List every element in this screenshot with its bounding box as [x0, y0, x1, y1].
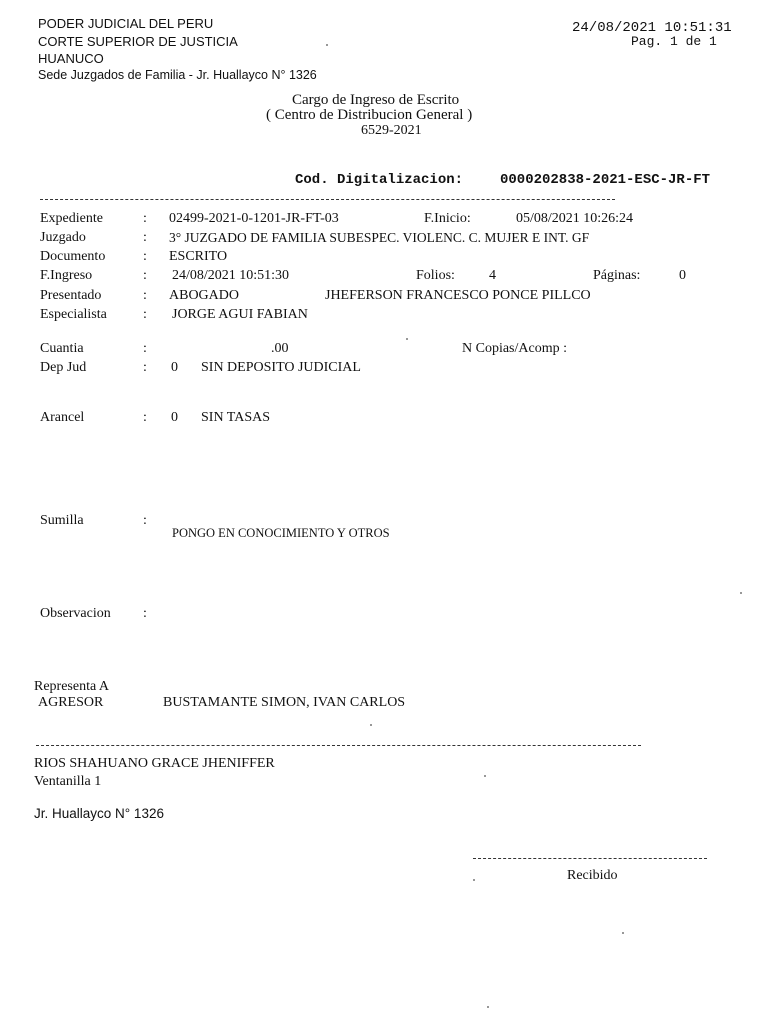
- paginas-label: Páginas:: [593, 268, 641, 283]
- inicio-label: F.Inicio:: [424, 211, 471, 226]
- documento-value: ESCRITO: [169, 249, 228, 264]
- bottom-divider: [36, 745, 641, 746]
- depjud-code: 0: [171, 360, 178, 375]
- cuantia-label: Cuantia: [40, 341, 84, 356]
- presentado-name: JHEFERSON FRANCESCO PONCE PILLCO: [325, 288, 591, 303]
- document-number: 6529-2021: [361, 123, 422, 138]
- expediente-value: 02499-2021-0-1201-JR-FT-03: [169, 211, 339, 226]
- arancel-code: 0: [171, 410, 178, 425]
- colon: :: [143, 288, 147, 303]
- copias-label: N Copias/Acomp :: [462, 341, 567, 356]
- folios-label: Folios:: [416, 268, 455, 283]
- user-name: RIOS SHAHUANO GRACE JHENIFFER: [34, 756, 275, 771]
- inicio-value: 05/08/2021 10:26:24: [516, 211, 634, 226]
- ingreso-label: F.Ingreso: [40, 268, 93, 283]
- cod-digitalizacion-value: 0000202838-2021-ESC-JR-FT: [500, 172, 711, 188]
- colon: :: [143, 230, 147, 245]
- ventanilla: Ventanilla 1: [34, 774, 102, 789]
- representa-label: Representa A: [34, 679, 110, 694]
- colon: :: [143, 307, 147, 322]
- scan-speck: [740, 592, 742, 594]
- court-name: CORTE SUPERIOR DE JUSTICIA: [38, 34, 238, 49]
- sumilla-value: PONGO EN CONOCIMIENTO Y OTROS: [172, 526, 390, 540]
- signature-line: [473, 858, 707, 859]
- especialista-value: JORGE AGUI FABIAN: [172, 307, 308, 322]
- cuantia-value: .00: [271, 341, 289, 356]
- especialista-label: Especialista: [40, 307, 107, 322]
- colon: :: [143, 513, 147, 528]
- colon: :: [143, 268, 147, 283]
- print-datetime: 24/08/2021 10:51:31: [572, 20, 732, 36]
- colon: :: [143, 249, 147, 264]
- page-indicator: Pag. 1 de 1: [631, 34, 717, 49]
- arancel-label: Arancel: [40, 410, 85, 425]
- document-subtitle: ( Centro de Distribucion General ): [266, 107, 473, 123]
- folios-value: 4: [489, 268, 496, 283]
- depjud-value: SIN DEPOSITO JUDICIAL: [201, 360, 361, 375]
- document-title: Cargo de Ingreso de Escrito: [292, 92, 460, 108]
- ingreso-value: 24/08/2021 10:51:30: [172, 268, 290, 283]
- scan-speck: [622, 932, 624, 934]
- observacion-label: Observacion: [40, 606, 111, 621]
- presentado-label: Presentado: [40, 288, 102, 303]
- scan-speck: [484, 775, 486, 777]
- top-divider: [40, 199, 615, 200]
- recibido-label: Recibido: [567, 868, 618, 883]
- colon: :: [143, 341, 147, 356]
- presentado-role: ABOGADO: [169, 288, 239, 303]
- representa-role: AGRESOR: [38, 695, 104, 710]
- scan-speck: [326, 44, 328, 46]
- footer-address: Jr. Huallayco N° 1326: [34, 806, 164, 821]
- cod-digitalizacion-label: Cod. Digitalizacion:: [295, 172, 464, 188]
- juzgado-value: 3° JUZGADO DE FAMILIA SUBESPEC. VIOLENC. C. MUJER E INT. GF: [169, 230, 590, 245]
- documento-label: Documento: [40, 249, 106, 264]
- depjud-label: Dep Jud: [40, 360, 87, 375]
- court-seat: Sede Juzgados de Familia - Jr. Huallayco N° 1326: [38, 68, 317, 82]
- arancel-value: SIN TASAS: [201, 410, 271, 425]
- colon: :: [143, 410, 147, 425]
- scan-speck: [406, 338, 408, 340]
- sumilla-label: Sumilla: [40, 513, 84, 528]
- court-city: HUANUCO: [38, 51, 104, 66]
- juzgado-label: Juzgado: [40, 230, 86, 245]
- paginas-value: 0: [679, 268, 686, 283]
- colon: :: [143, 211, 147, 226]
- institution-name: PODER JUDICIAL DEL PERU: [38, 16, 214, 31]
- scan-speck: [487, 1006, 489, 1008]
- expediente-label: Expediente: [40, 211, 103, 226]
- scan-speck: [370, 724, 372, 726]
- representa-name: BUSTAMANTE SIMON, IVAN CARLOS: [163, 695, 406, 710]
- colon: :: [143, 360, 147, 375]
- colon: :: [143, 606, 147, 621]
- scan-speck: [473, 879, 475, 881]
